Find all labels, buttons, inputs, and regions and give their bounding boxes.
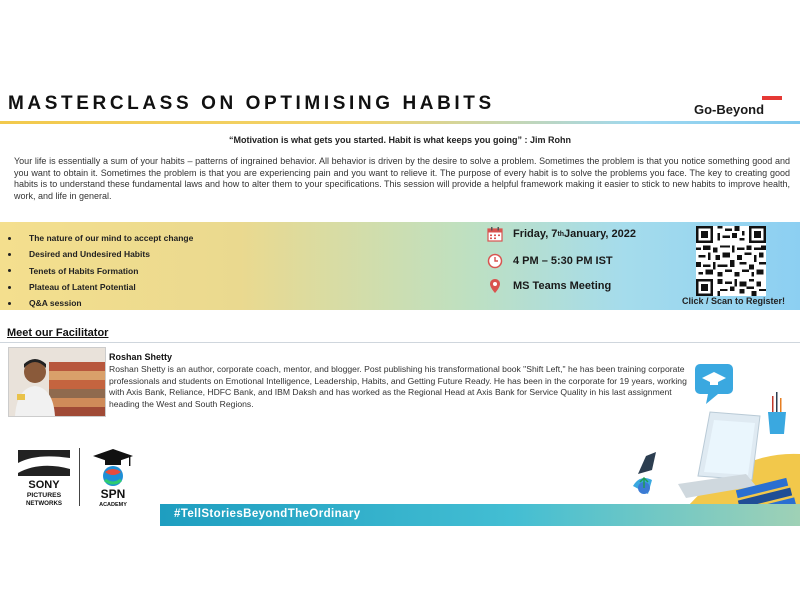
info-band — [0, 222, 800, 310]
brand-logo: Go-Beyond — [694, 102, 765, 117]
svg-text:SONY: SONY — [28, 479, 60, 491]
event-time: 4 PM – 5:30 PM IST — [487, 253, 613, 269]
clock-icon — [487, 253, 503, 269]
registration-qr-code[interactable] — [696, 226, 766, 296]
facilitator-heading: Meet our Facilitator — [7, 327, 109, 339]
svg-text:ACADEMY: ACADEMY — [99, 502, 127, 508]
hashtag: #TellStoriesBeyondTheOrdinary — [174, 508, 361, 520]
e-learning-illustration — [628, 356, 800, 526]
list-item: Q&A session — [8, 295, 193, 311]
hashtag-banner — [160, 504, 800, 526]
svg-text:NETWORKS: NETWORKS — [25, 500, 63, 507]
svg-text:SPN: SPN — [100, 487, 126, 501]
facilitator-name: Roshan Shetty — [109, 352, 173, 362]
register-caption[interactable]: Click / Scan to Register! — [682, 296, 786, 306]
session-description: Your life is essentially a sum of your habits – patterns of ingrained behavior. All behavior is driven by the desire to solve a problem. Sometimes the problem is that you notice something good and you want to obtain it. Sometimes the problem is that you are experiencing pain and you want to relieve it. The purpose of every habit is to solve the problems you face. The key to creating good habits is to understand these fundamental laws and how to alter them to your specifications. This session will provide a helpful framework making it easier to stick to new habits to improve health, work, and life in general. — [14, 156, 790, 201]
bullet-icon — [8, 253, 11, 256]
svg-text:PICTURES: PICTURES — [26, 492, 62, 499]
calendar-icon — [487, 226, 503, 242]
section-divider — [0, 342, 800, 343]
list-item: The nature of our mind to accept change — [8, 230, 193, 246]
bullet-icon — [8, 269, 11, 272]
title-divider — [0, 121, 800, 124]
topics-list — [8, 230, 193, 311]
event-venue: MS Teams Meeting — [487, 278, 611, 294]
list-item: Tenets of Habits Formation — [8, 263, 193, 279]
list-item: Desired and Undesired Habits — [8, 246, 193, 262]
quote: “Motivation is what gets you started. Habit is what keeps you going” : Jim Rohn — [228, 135, 572, 145]
sony-pictures-networks-logo — [16, 449, 72, 507]
facilitator-bio: Roshan Shetty is an author, corporate coach, mentor, and blogger. Post publishing his transformational book "Shift Left," he has been training corporate professionals and students on Emotional Intelligence, Leadership, Habits, and Getting Future Ready. He has been in the corporate for 19 years, working with Axis Bank, Reliance, HDFC Bank, and IBM Daksh and has worked as the Regional Head at Axis Bank for Service Quality in his last assignment heading the West and South Regions. — [109, 364, 687, 409]
list-item: Plateau of Latent Potential — [8, 279, 193, 295]
bullet-icon — [8, 237, 11, 240]
page-title: MASTERCLASS ON OPTIMISING HABITS — [8, 93, 495, 114]
brand-accent-bar — [762, 96, 782, 100]
bullet-icon — [8, 286, 11, 289]
slide — [0, 76, 800, 526]
spn-academy-logo — [88, 446, 138, 508]
location-pin-icon — [487, 278, 503, 294]
bullet-icon — [8, 302, 11, 305]
logo-divider — [79, 448, 80, 506]
event-date: Friday, 7 th January, 2022 — [487, 226, 636, 242]
facilitator-photo — [8, 347, 106, 417]
